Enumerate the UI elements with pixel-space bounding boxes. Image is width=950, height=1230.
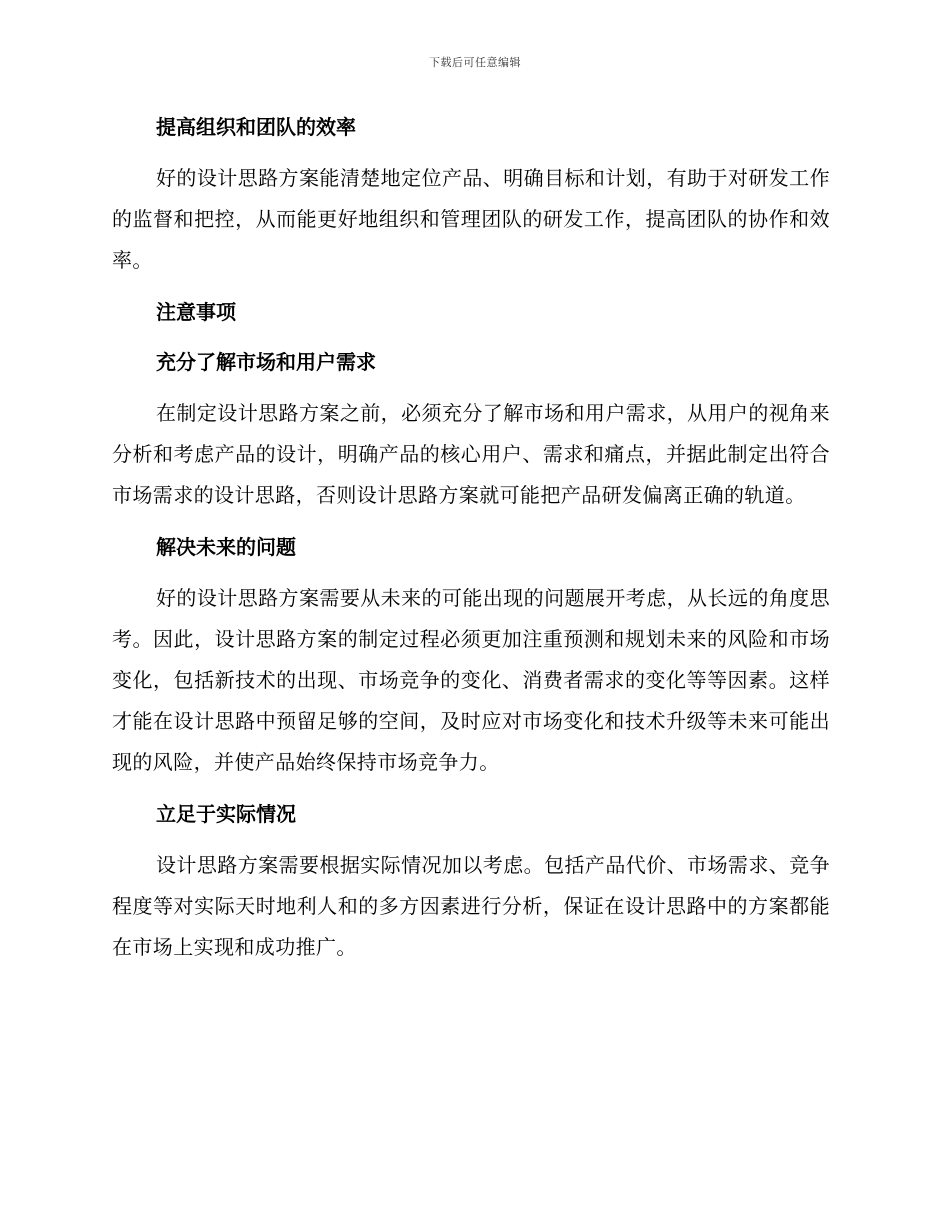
section-heading-market-needs: 充分了解市场和用户需求	[156, 350, 376, 374]
section-paragraph-market-needs: 在制定设计思路方案之前，必须充分了解市场和用户需求，从用户的视角来分析和考虑产品的设计，明确产品的核心用户、需求和痛点，并据此制定出符合市场需求的设计思路，否则设计思路方案就可能把产品研发偏离正确的轨道。	[112, 401, 830, 507]
document-body	[112, 108, 830, 980]
section-heading-efficiency: 提高组织和团队的效率	[156, 115, 356, 139]
section-heading-notes: 注意事项	[156, 300, 236, 324]
section-paragraph-efficiency: 好的设计思路方案能清楚地定位产品、明确目标和计划，有助于对研发工作的监督和把控，从而能更好地组织和管理团队的研发工作，提高团队的协作和效率。	[112, 166, 830, 272]
section-heading-actual-situation: 立足于实际情况	[156, 802, 296, 826]
header-note: 下载后可任意编辑	[429, 56, 521, 69]
section-paragraph-future-problems: 好的设计思路方案需要从未来的可能出现的问题展开考虑，从长远的角度思考。因此，设计思路方案的制定过程必须更加注重预测和规划未来的风险和市场变化，包括新技术的出现、市场竞争的变化、消费者需求的变化等等因素。这样才能在设计思路中预留足够的空间，及时应对市场变化和技术升级等未来可能出现的风险，并使产品始终保持市场竞争力。	[112, 586, 830, 774]
section-paragraph-actual-situation: 设计思路方案需要根据实际情况加以考虑。包括产品代价、市场需求、竞争程度等对实际天时地利人和的多方因素进行分析，保证在设计思路中的方案都能在市场上实现和成功推广。	[112, 853, 830, 959]
section-heading-future-problems: 解决未来的问题	[156, 535, 296, 559]
